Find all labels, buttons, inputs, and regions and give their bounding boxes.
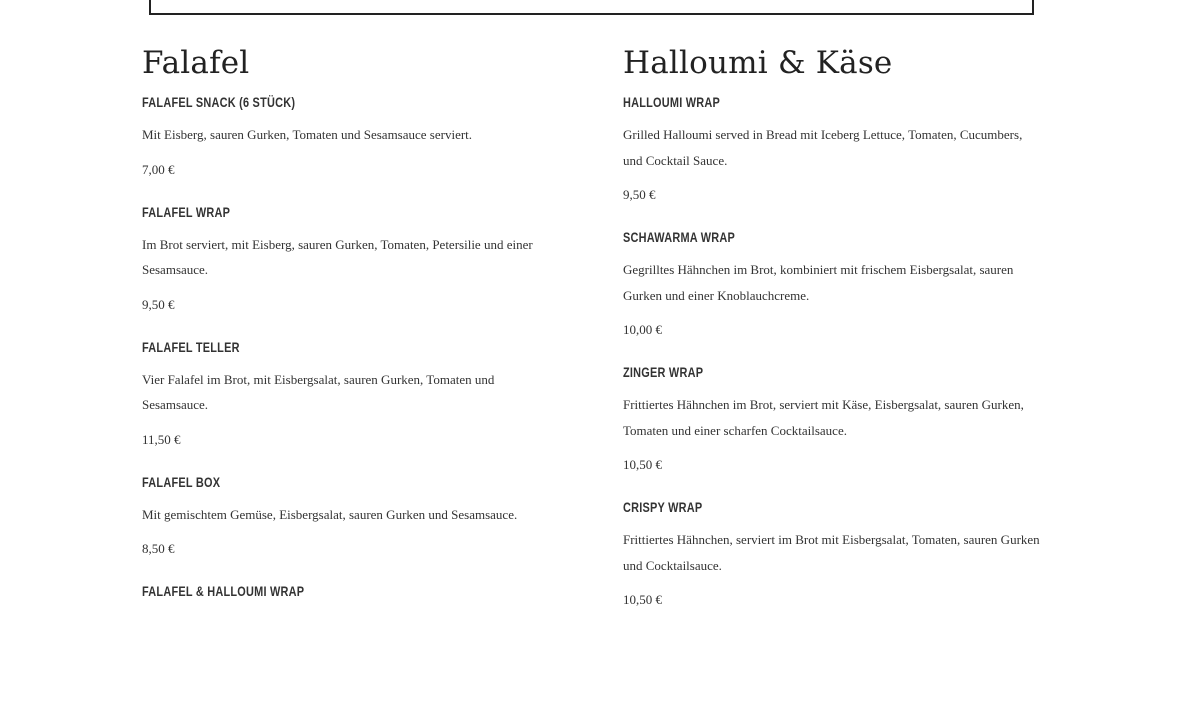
item-description: Im Brot serviert, mit Eisberg, sauren Gurken, Tomaten, Petersilie und einer Sesamsauce.	[142, 236, 533, 277]
menu-item	[142, 581, 572, 601]
menu-column-falafel	[142, 40, 572, 623]
item-price: 11,50 €	[142, 431, 181, 447]
menu-item	[623, 227, 1053, 340]
item-name: FALAFEL WRAP	[142, 203, 231, 220]
item-name: CRISPY WRAP	[623, 499, 703, 515]
item-price: 8,50 €	[142, 541, 175, 556]
section-title: Halloumi & Käse	[623, 45, 893, 81]
item-name: FALAFEL TELLER	[142, 338, 240, 355]
top-frame-box	[149, 0, 1034, 15]
menu-item	[142, 202, 572, 315]
item-name: FALAFEL SNACK (6 STÜCK)	[142, 94, 296, 110]
item-description: Frittiertes Hähnchen, serviert im Brot mit Eisbergsalat, Tomaten, sauren Gurken und Cocktailsauce.	[623, 532, 1040, 573]
menu-item	[623, 362, 1053, 475]
item-name: HALLOUMI WRAP	[623, 94, 721, 110]
item-description: Frittiertes Hähnchen im Brot, serviert mit Käse, Eisbergsalat, sauren Gurken, Tomaten und einer scharfen Cocktailsauce.	[623, 397, 1024, 438]
menu-item	[142, 472, 572, 560]
item-price: 7,00 €	[142, 161, 175, 177]
item-name: FALAFEL & HALLOUMI WRAP	[142, 583, 305, 599]
menu-item	[142, 92, 572, 180]
item-description: Gegrilltes Hähnchen im Brot, kombiniert mit frischem Eisbergsalat, sauren Gurken und einer Knoblauchcreme.	[623, 262, 1014, 303]
item-description: Mit gemischtem Gemüse, Eisbergsalat, sauren Gurken und Sesamsauce.	[142, 506, 518, 522]
item-price: 10,00 €	[623, 322, 662, 337]
item-description: Grilled Halloumi served in Bread mit Iceberg Lettuce, Tomaten, Cucumbers, und Cocktail Sauce.	[623, 127, 1023, 168]
item-price: 9,50 €	[623, 187, 656, 202]
item-description: Vier Falafel im Brot, mit Eisbergsalat, sauren Gurken, Tomaten und Sesamsauce.	[142, 371, 495, 412]
section-title: Falafel	[142, 45, 250, 81]
menu-item	[623, 497, 1053, 610]
item-price: 9,50 €	[142, 296, 175, 312]
menu-item	[142, 337, 572, 450]
menu-column-halloumi	[623, 40, 1053, 632]
menu-item	[623, 92, 1053, 205]
item-name: ZINGER WRAP	[623, 364, 704, 380]
item-name: SCHAWARMA WRAP	[623, 229, 736, 245]
item-name: FALAFEL BOX	[142, 473, 221, 490]
item-description: Mit Eisberg, sauren Gurken, Tomaten und Sesamsauce serviert.	[142, 127, 473, 142]
item-price: 10,50 €	[623, 592, 662, 607]
item-price: 10,50 €	[623, 457, 662, 472]
